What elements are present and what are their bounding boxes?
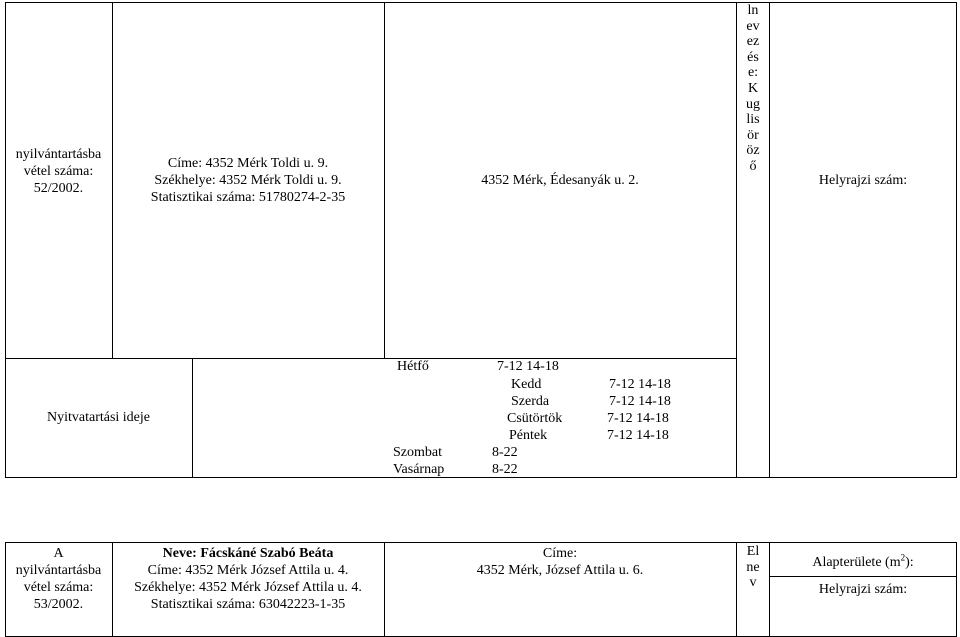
store-address-1: 4352 Mérk, Édesanyák u. 2. [481, 173, 639, 188]
table-entry-1 [5, 2, 957, 478]
parcel-label-1: Helyrajzi szám: [818, 173, 908, 188]
area-label-suffix: ): [905, 555, 914, 570]
company-info-cell-2 [112, 545, 384, 613]
area-unit-sup: 2 [900, 552, 906, 563]
hours-time-sunday: 8-22 [492, 462, 518, 477]
store-address-cell-2 [384, 545, 736, 579]
hours-day-sunday: Vasárnap [393, 462, 445, 477]
store-name-vertical-1: lnevezése: Kuglisöröző [746, 3, 760, 174]
hours-time-thursday: 7-12 14-18 [607, 411, 669, 426]
table1-col-divider-5 [192, 358, 193, 478]
registration-label-line: vétel száma: [23, 580, 94, 595]
registration-label-line: A [53, 546, 64, 561]
registration-number: 53/2002. [33, 597, 84, 612]
registration-label-line: nyilvántartásba [15, 147, 102, 162]
hours-time-friday: 7-12 14-18 [607, 428, 669, 443]
company-address: Címe: 4352 Mérk József Attila u. 4. [147, 563, 349, 578]
company-seat: Székhelye: 4352 Mérk József Attila u. 4. [134, 580, 362, 595]
company-address: Címe: 4352 Mérk Toldi u. 9. [167, 156, 329, 171]
hours-time-monday: 7-12 14-18 [497, 359, 559, 374]
hours-day-friday: Péntek [509, 428, 548, 443]
hours-time-wednesday: 7-12 14-18 [609, 394, 671, 409]
parcel-label-2: Helyrajzi szám: [818, 582, 908, 597]
company-seat: Székhelye: 4352 Mérk Toldi u. 9. [154, 173, 342, 188]
area-label [769, 554, 957, 571]
store-address-label: Címe: [542, 546, 578, 561]
opening-hours-label: Nyitvatartási ideje [46, 410, 151, 425]
table1-col-divider-3 [736, 2, 737, 478]
company-stat-number: Statisztikai száma: 51780274-2-35 [150, 190, 346, 205]
area-label-text: Alapterülete (m [812, 555, 901, 570]
company-stat-number: Statisztikai száma: 63042223-1-35 [150, 597, 346, 612]
hours-day-saturday: Szombat [393, 445, 442, 460]
hours-time-tuesday: 7-12 14-18 [609, 377, 671, 392]
registration-number: 52/2002. [33, 181, 84, 196]
registration-label-line: nyilvántartásba [15, 563, 102, 578]
hours-day-monday: Hétfő [397, 359, 429, 374]
registration-cell-2 [5, 545, 112, 613]
hours-day-thursday: Csütörtök [507, 411, 563, 426]
store-name-vertical-2: Elnev [746, 544, 760, 591]
company-name: Neve: Fácskáné Szabó Beáta [162, 546, 334, 561]
hours-time-saturday: 8-22 [492, 445, 518, 460]
table1-col-divider-4 [769, 2, 770, 478]
store-address: 4352 Mérk, József Attila u. 6. [476, 563, 644, 578]
hours-day-tuesday: Kedd [511, 377, 542, 392]
table1-row-divider [5, 358, 737, 359]
table2-col-divider-3 [736, 542, 737, 637]
table2-row-divider [769, 576, 957, 577]
hours-day-wednesday: Szerda [511, 394, 550, 409]
registration-label-line: vétel száma: [23, 164, 94, 179]
registration-cell-1 [5, 146, 112, 197]
company-info-cell-1 [112, 155, 384, 206]
